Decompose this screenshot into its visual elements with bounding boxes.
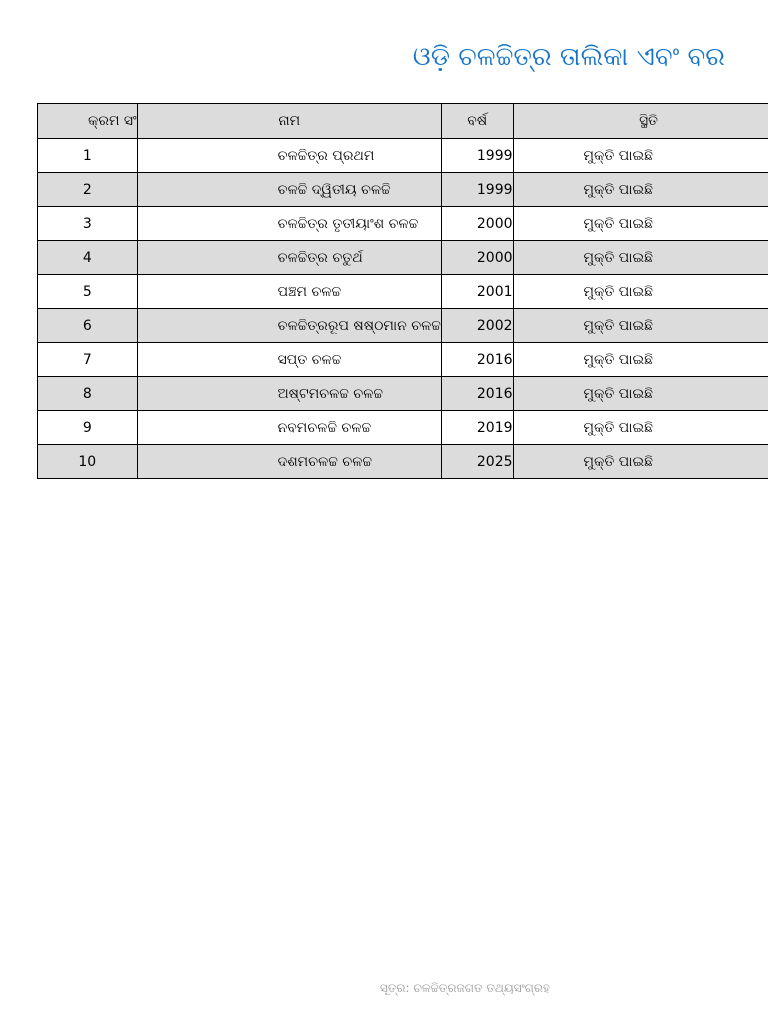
row-year: 2016 xyxy=(441,343,513,377)
row-status: ମୁକ୍ତି ପାଇଛି xyxy=(513,377,768,411)
table-row xyxy=(38,275,768,309)
row-status: ମୁକ୍ତି ପାଇଛି xyxy=(513,343,768,377)
header-number: କ୍ରମ ସଂ xyxy=(38,104,138,139)
table-row xyxy=(38,139,768,173)
table-row xyxy=(38,411,768,445)
row-year: 1999 xyxy=(441,139,513,173)
row-status: ମୁକ୍ତି ପାଇଛି xyxy=(513,139,768,173)
row-status: ମୁକ୍ତି ପାଇଛି xyxy=(513,207,768,241)
row-number: 2 xyxy=(38,173,138,207)
page-title: ଓଡ଼ି ଚଳଚ୍ଚିତ୍ର ତାଲିକା ଏବଂ ବର xyxy=(412,42,725,72)
row-year: 2000 xyxy=(441,207,513,241)
table-row xyxy=(38,343,768,377)
source-footer: ସୂତ୍ର: ଚଳଚ୍ଚିତ୍ରଜଗତ ତଥ୍ୟସଂଗ୍ରହ xyxy=(380,981,550,995)
row-status: ମୁକ୍ତି ପାଇଛି xyxy=(513,411,768,445)
table-row xyxy=(38,173,768,207)
row-status: ମୁକ୍ତି ପାଇଛି xyxy=(513,445,768,479)
row-name: ଚଳଚ୍ଚିତ୍ର ଚତୁର୍ଥ xyxy=(137,241,441,275)
row-name: ଅଷ୍ଟମଚଳଚ୍ଚ ଚଳଚ୍ଚ xyxy=(137,377,441,411)
row-year: 2025 xyxy=(441,445,513,479)
table-header-row xyxy=(38,104,768,139)
table-row xyxy=(38,241,768,275)
row-number: 6 xyxy=(38,309,138,343)
row-name: ପଞ୍ଚମ ଚଳଚ୍ଚ xyxy=(137,275,441,309)
row-name: ଚଳଚ୍ଚିତ୍ରରୂପ ଷଷ୍ଠମାନ ଚଳଚ୍ଚ xyxy=(137,309,441,343)
row-name: ଚଳଚ୍ଚିତ୍ର ପ୍ରଥମ xyxy=(137,139,441,173)
row-name: ଚଳଚ୍ଚିତ୍ର ତୃତୀୟାଂଶ ଚଳଚ୍ଚ xyxy=(137,207,441,241)
row-status: ମୁକ୍ତି ପାଇଛି xyxy=(513,241,768,275)
table-row xyxy=(38,445,768,479)
row-year: 2001 xyxy=(441,275,513,309)
row-number: 1 xyxy=(38,139,138,173)
header-status: ସ୍ଥିତି xyxy=(513,104,768,139)
table-row xyxy=(38,309,768,343)
row-year: 1999 xyxy=(441,173,513,207)
row-number: 8 xyxy=(38,377,138,411)
row-status: ମୁକ୍ତି ପାଇଛି xyxy=(513,173,768,207)
header-year: ବର୍ଷ xyxy=(441,104,513,139)
film-table xyxy=(37,103,768,479)
header-name: ନାମ xyxy=(137,104,441,139)
row-name: ଚଳଚ୍ଚି ଦ୍ୱିତୀୟ ଚଳଚ୍ଚି xyxy=(137,173,441,207)
row-year: 2016 xyxy=(441,377,513,411)
row-year: 2000 xyxy=(441,241,513,275)
row-year: 2019 xyxy=(441,411,513,445)
row-number: 3 xyxy=(38,207,138,241)
table-row xyxy=(38,377,768,411)
row-status: ମୁକ୍ତି ପାଇଛି xyxy=(513,309,768,343)
row-name: ଦଶମଚଳଚ୍ଚ ଚଳଚ୍ଚ xyxy=(137,445,441,479)
row-number: 4 xyxy=(38,241,138,275)
row-number: 9 xyxy=(38,411,138,445)
row-name: ନବମଚଳଚ୍ଚି ଚଳଚ୍ଚ xyxy=(137,411,441,445)
row-status: ମୁକ୍ତି ପାଇଛି xyxy=(513,275,768,309)
row-year: 2002 xyxy=(441,309,513,343)
row-number: 5 xyxy=(38,275,138,309)
table-row xyxy=(38,207,768,241)
row-number: 7 xyxy=(38,343,138,377)
row-name: ସପ୍ତ ଚଳଚ୍ଚ xyxy=(137,343,441,377)
row-number: 10 xyxy=(38,445,138,479)
